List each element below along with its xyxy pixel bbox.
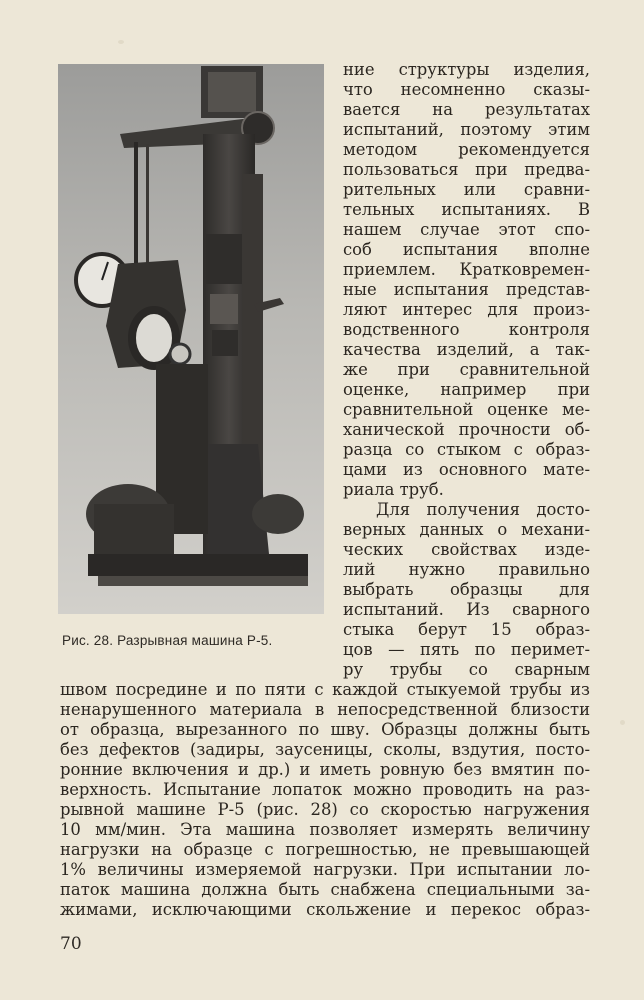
text-line: испытаний, поэтому этим (343, 120, 590, 139)
text-line: швом посредине и по пяти с каждой стыкуемой трубы из (60, 680, 590, 699)
text-line: оценке, например при (343, 380, 590, 399)
text-line: сравнительной оценке ме- (343, 400, 590, 419)
text-line: ляют интерес для произ- (343, 300, 590, 319)
text-line: риала труб. (343, 480, 444, 499)
paper-stain (620, 720, 625, 725)
text-line: пользоваться при предва- (343, 160, 590, 179)
text-line: 1% величины измеряемой нагрузки. При испытании ло- (60, 860, 590, 879)
text-line: тельных испытаниях. В (343, 200, 590, 219)
text-line: соб испытания вполне (343, 240, 590, 259)
text-line: Для получения досто- (376, 500, 590, 519)
paper-stain (118, 40, 124, 44)
text-line: качества изделий, а так- (343, 340, 590, 359)
text-line: цами из основного мате- (343, 460, 590, 479)
text-line: ронние включения и др.) и иметь ровную без вмятин по- (60, 760, 590, 779)
text-line: паток машина должна быть снабжена специальными за- (60, 880, 590, 899)
text-line: ческих свойствах изде- (343, 540, 590, 559)
machine-illustration (58, 64, 324, 614)
text-line: верхность. Испытание лопаток можно проводить на раз- (60, 780, 590, 799)
text-line: выбрать образцы для (343, 580, 590, 599)
text-line: жимами, исключающими скольжение и перекос образ- (60, 900, 590, 919)
text-line: ханической прочности об- (343, 420, 590, 439)
text-line: ненарушенного материала в непосредственной близости (60, 700, 590, 719)
text-line: 10 мм/мин. Эта машина позволяет измерять величину (60, 820, 590, 839)
text-line: нашем случае этот спо- (343, 220, 590, 239)
text-line: лий нужно правильно (343, 560, 590, 579)
text-line: без дефектов (задиры, заусеницы, сколы, вздутия, посто- (60, 740, 590, 759)
text-line: ние структуры изделия, (343, 60, 590, 79)
text-line: стыка берут 15 образ- (343, 620, 590, 639)
text-line: верных данных о механи- (343, 520, 590, 539)
text-line: нагрузки на образце с погрешностью, не превышающей (60, 840, 590, 859)
figure-caption: Рис. 28. Разрывная машина Р-5. (62, 633, 273, 648)
text-line: методом рекомендуется (343, 140, 590, 159)
text-line: рительных или сравни- (343, 180, 590, 199)
text-line: испытаний. Из сварного (343, 600, 590, 619)
page-number: 70 (60, 934, 82, 954)
text-line: водственного контроля (343, 320, 590, 339)
text-line: от образца, вырезанного по шву. Образцы должны быть (60, 720, 590, 739)
text-line: что несомненно сказы- (343, 80, 590, 99)
text-line: ру трубы со сварным (343, 660, 590, 679)
tensile-machine-photo (58, 64, 324, 614)
text-line: приемлем. Кратковремен- (343, 260, 590, 279)
text-line: же при сравнительной (343, 360, 590, 379)
text-line: рывной машине Р-5 (рис. 28) со скоростью нагружения (60, 800, 590, 819)
text-line: ные испытания представ- (343, 280, 590, 299)
text-line: цов — пять по перимет- (343, 640, 590, 659)
text-line: вается на результатах (343, 100, 590, 119)
text-line: разца со стыком с образ- (343, 440, 590, 459)
